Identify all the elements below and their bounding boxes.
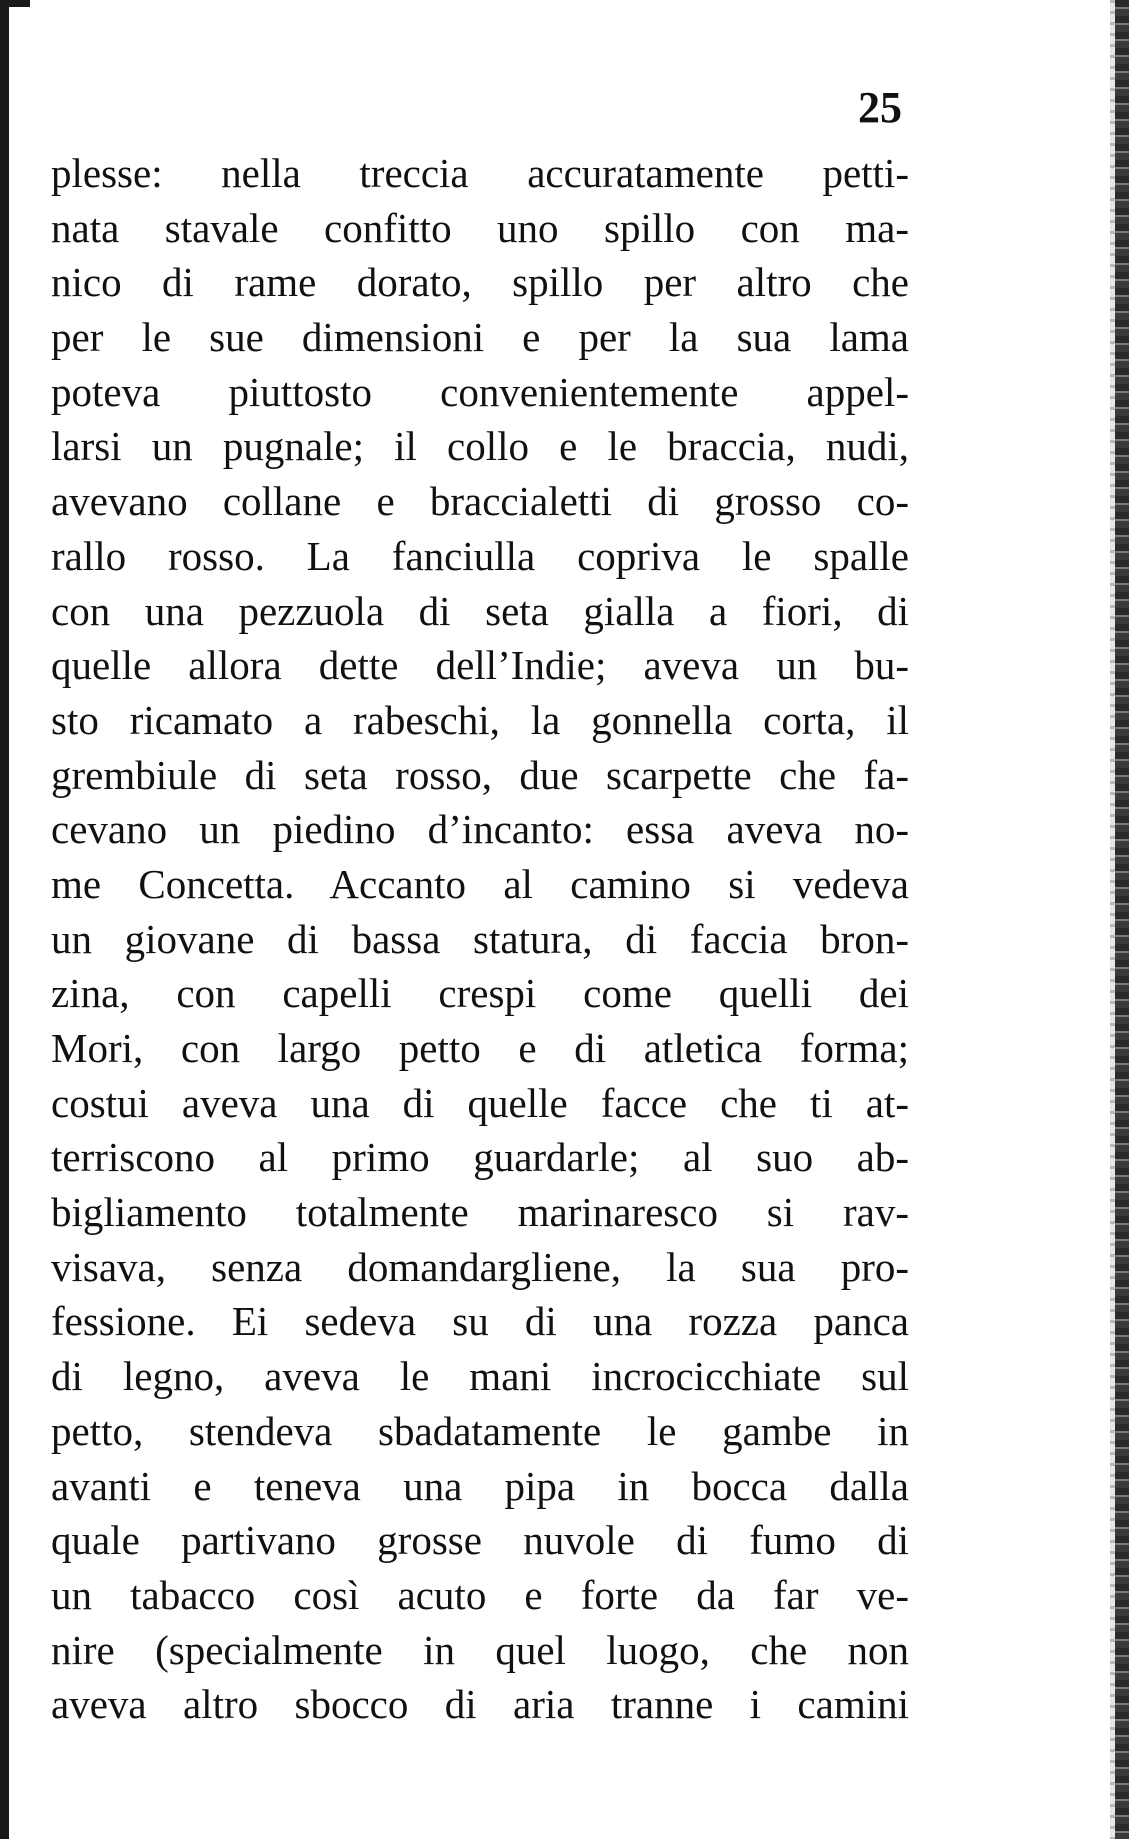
text-line: di legno, aveva le mani incrocicchiate sul [51, 1353, 909, 1400]
text-line: petto, stendeva sbadatamente le gambe in [51, 1407, 909, 1454]
text-line: poteva piuttosto convenientemente appel- [51, 368, 909, 415]
text-line: avanti e teneva una pipa in bocca dalla [51, 1462, 909, 1509]
text-line: costui aveva una di quelle facce che ti at- [51, 1079, 909, 1126]
page-number: 25 [858, 83, 902, 132]
text-line: Mori, con largo petto e di atletica forma; [51, 1025, 909, 1071]
text-line: larsi un pugnale; il collo e le braccia, nudi, [51, 423, 909, 470]
text-line: per le sue dimensioni e per la sua lama [51, 314, 909, 361]
text-line: con una pezzuola di seta gialla a fiori, di [51, 587, 909, 634]
text-line: me Concetta. Accanto al camino si vedeva [51, 860, 909, 907]
text-line: sto ricamato a rabeschi, la gonnella corta, il [51, 696, 909, 743]
text-line: visava, senza domandargliene, la sua pro- [51, 1243, 909, 1290]
text-line: cevano un piedino d’incanto: essa aveva no- [51, 806, 909, 853]
text-line: un giovane di bassa statura, di faccia bron- [51, 915, 909, 962]
text-line: grembiule di seta rosso, due scarpette che fa- [51, 751, 909, 798]
text-line: nata stavale confitto uno spillo con ma- [51, 204, 909, 251]
text-line: zina, con capelli crespi come quelli dei [51, 970, 909, 1017]
text-line: nico di rame dorato, spillo per altro che [51, 259, 909, 306]
text-line: quale partivano grosse nuvole di fumo di [51, 1517, 909, 1564]
scan-edge-right [1115, 0, 1129, 1839]
text-line: avevano collane e braccialetti di grosso co- [51, 478, 909, 525]
text-line: bigliamento totalmente marinaresco si rav- [51, 1189, 909, 1236]
text-line: plesse: nella treccia accuratamente petti- [51, 150, 909, 196]
body-text [51, 146, 909, 1732]
scan-edge-top [0, 0, 30, 7]
text-line: rallo rosso. La fanciulla copriva le spalle [51, 532, 909, 579]
text-line: un tabacco così acuto e forte da far ve- [51, 1571, 909, 1618]
text-line: terriscono al primo guardarle; al suo ab- [51, 1134, 909, 1181]
text-line: quelle allora dette dell’Indie; aveva un bu- [51, 642, 909, 689]
text-line: nire (specialmente in quel luogo, che non [51, 1626, 909, 1673]
text-line: fessione. Ei sedeva su di una rozza panca [51, 1298, 909, 1345]
scan-edge-left [0, 0, 9, 1839]
text-line: aveva altro sbocco di aria tranne i camini [51, 1681, 909, 1728]
